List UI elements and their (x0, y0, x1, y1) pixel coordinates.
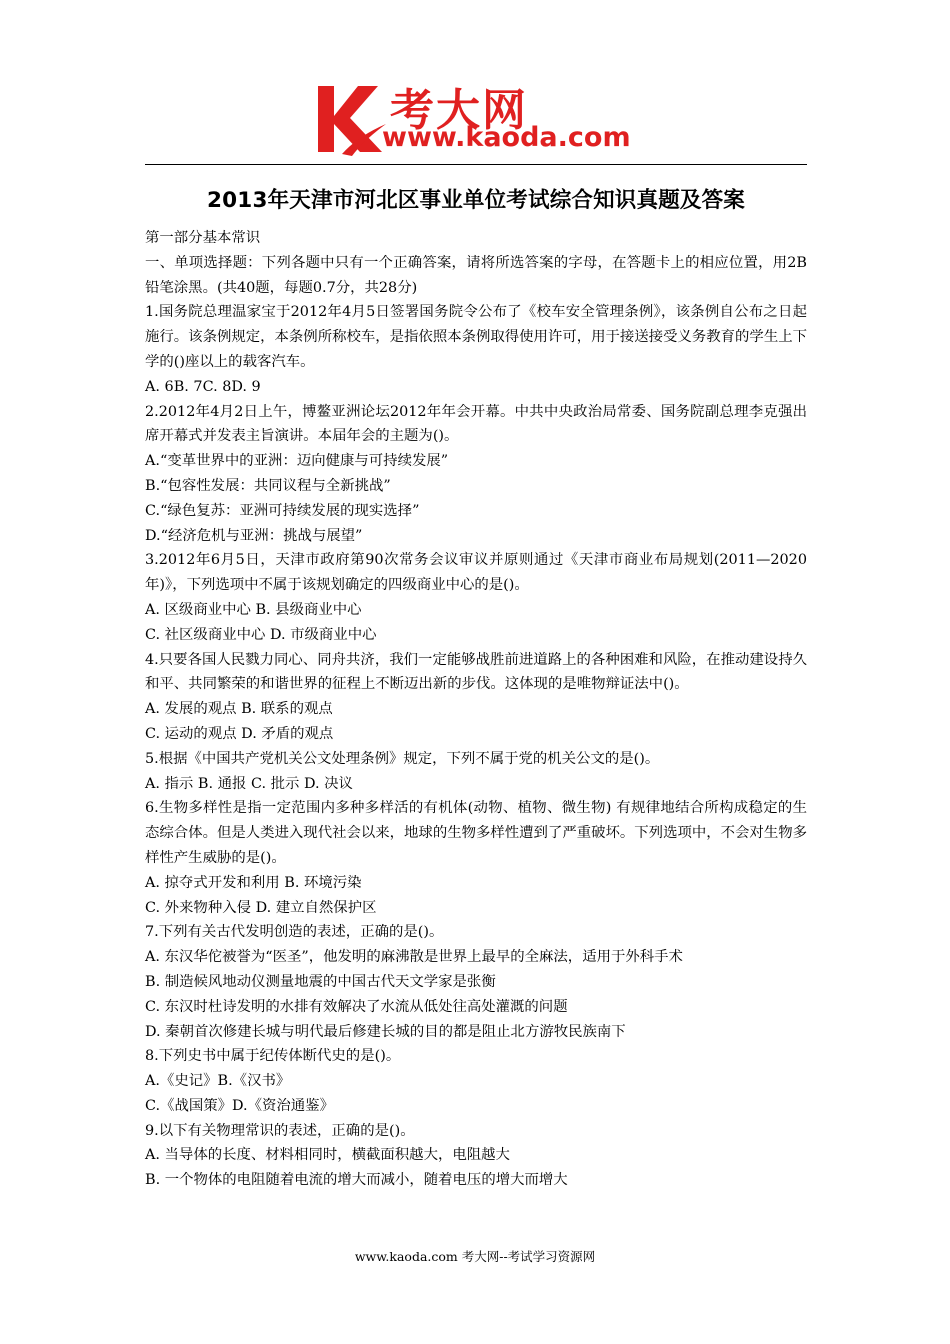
page-footer: www.kaoda.com 考大网--考试学习资源网 (354, 1249, 596, 1264)
paragraph: A. 发展的观点 B. 联系的观点 (145, 701, 333, 718)
paragraph: 9.以下有关物理常识的表述，正确的是()。 (145, 1122, 415, 1139)
paragraph: 4.只要各国人民戮力同心、同舟共济，我们一定能够战胜前进道路上的各种困难和风险，在推动建设持久和平、共同繁荣的和谐世界的征程上不断迈出新的步伐。这体现的是唯物辩证法中()。 (145, 651, 807, 693)
paragraph: 一、单项选择题：下列各题中只有一个正确答案，请将所选答案的字母，在答题卡上的相应位置，用2B铅笔涂黑。(共40题，每题0.7分，共28分) (145, 254, 807, 296)
paragraph: B. 制造候风地动仪测量地震的中国古代天文学家是张衡 (145, 973, 496, 990)
paragraph: 2.2012年4月2日上午，博鳌亚洲论坛2012年年会开幕。中共中央政治局常委、国务院副总理李克强出席开幕式并发表主旨演讲。本届年会的主题为()。 (145, 403, 807, 445)
paragraph: 5.根据《中国共产党机关公文处理条例》规定，下列不属于党的机关公文的是()。 (145, 750, 660, 767)
k-logo-icon (312, 78, 392, 158)
paragraph: A. 东汉华佗被誉为“医圣”，他发明的麻沸散是世界上最早的全麻法，适用于外科手术 (145, 949, 683, 966)
paragraph: A.《史记》B.《汉书》 (145, 1073, 291, 1090)
header-divider (145, 164, 807, 165)
paragraph: B.“包容性发展：共同议程与全新挑战” (145, 477, 391, 494)
paragraph: A. 当导体的长度、材料相同时，横截面积越大，电阻越大 (145, 1147, 510, 1164)
paragraph: D. 秦朝首次修建长城与明代最后修建长城的目的都是阻止北方游牧民族南下 (145, 1023, 626, 1040)
paragraph: C. 运动的观点 D. 矛盾的观点 (145, 725, 334, 742)
paragraph: D.“经济危机与亚洲：挑战与展望” (145, 527, 363, 544)
paragraph: C.“绿色复苏：亚洲可持续发展的现实选择” (145, 502, 420, 519)
paragraph: 第一部分基本常识 (145, 230, 261, 246)
logo-brand-text: 考大网 (390, 85, 528, 136)
paragraph: C. 东汉时杜诗发明的水排有效解决了水流从低处往高处灌溉的问题 (145, 998, 568, 1015)
paragraph: 1.国务院总理温家宝于2012年4月5日签署国务院令公布了《校车安全管理条例》，该条例自公布之日起施行。该条例规定，本条例所称校车，是指依照本条例取得使用许可，用于接送接受义务教育的学生上下学的()座以上的载客汽车。 (145, 304, 807, 370)
paragraph: 7.下列有关古代发明创造的表述，正确的是()。 (145, 924, 444, 941)
kaoda-logo (312, 78, 642, 160)
paragraph: 6.生物多样性是指一定范围内多种多样活的有机体(动物、植物、微生物) 有规律地结合所构成稳定的生态综合体。但是人类进入现代社会以来，地球的生物多样性遭到了严重破坏。下列选项中，不会对生物多样性产生威胁的是()。 (145, 800, 807, 866)
paragraph: A. 区级商业中心 B. 县级商业中心 (145, 601, 362, 618)
paragraph: 8.下列史书中属于纪传体断代史的是()。 (145, 1048, 401, 1065)
paragraph: C. 外来物种入侵 D. 建立自然保护区 (145, 899, 377, 916)
logo-url-text: www.kaoda.com (382, 122, 631, 153)
paragraph: 3.2012年6月5日，天津市政府第90次常务会议审议并原则通过《天津市商业布局规划(2011—2020年)》，下列选项中不属于该规划确定的四级商业中心的是()。 (145, 552, 807, 594)
paragraph: B. 一个物体的电阻随着电流的增大而减小，随着电压的增大而增大 (145, 1172, 568, 1189)
paragraph: A. 6B. 7C. 8D. 9 (145, 378, 261, 395)
document-title: 2013年天津市河北区事业单位考试综合知识真题及答案 (206, 188, 746, 213)
paragraph: C.《战国策》D.《资治通鉴》 (145, 1097, 334, 1114)
paragraph: A.“变革世界中的亚洲：迈向健康与可持续发展” (145, 453, 449, 470)
document-body (145, 226, 807, 1193)
paragraph: A. 掠夺式开发和利用 B. 环境污染 (145, 874, 362, 891)
paragraph: A. 指示 B. 通报 C. 批示 D. 决议 (145, 775, 353, 792)
paragraph: C. 社区级商业中心 D. 市级商业中心 (145, 626, 377, 643)
